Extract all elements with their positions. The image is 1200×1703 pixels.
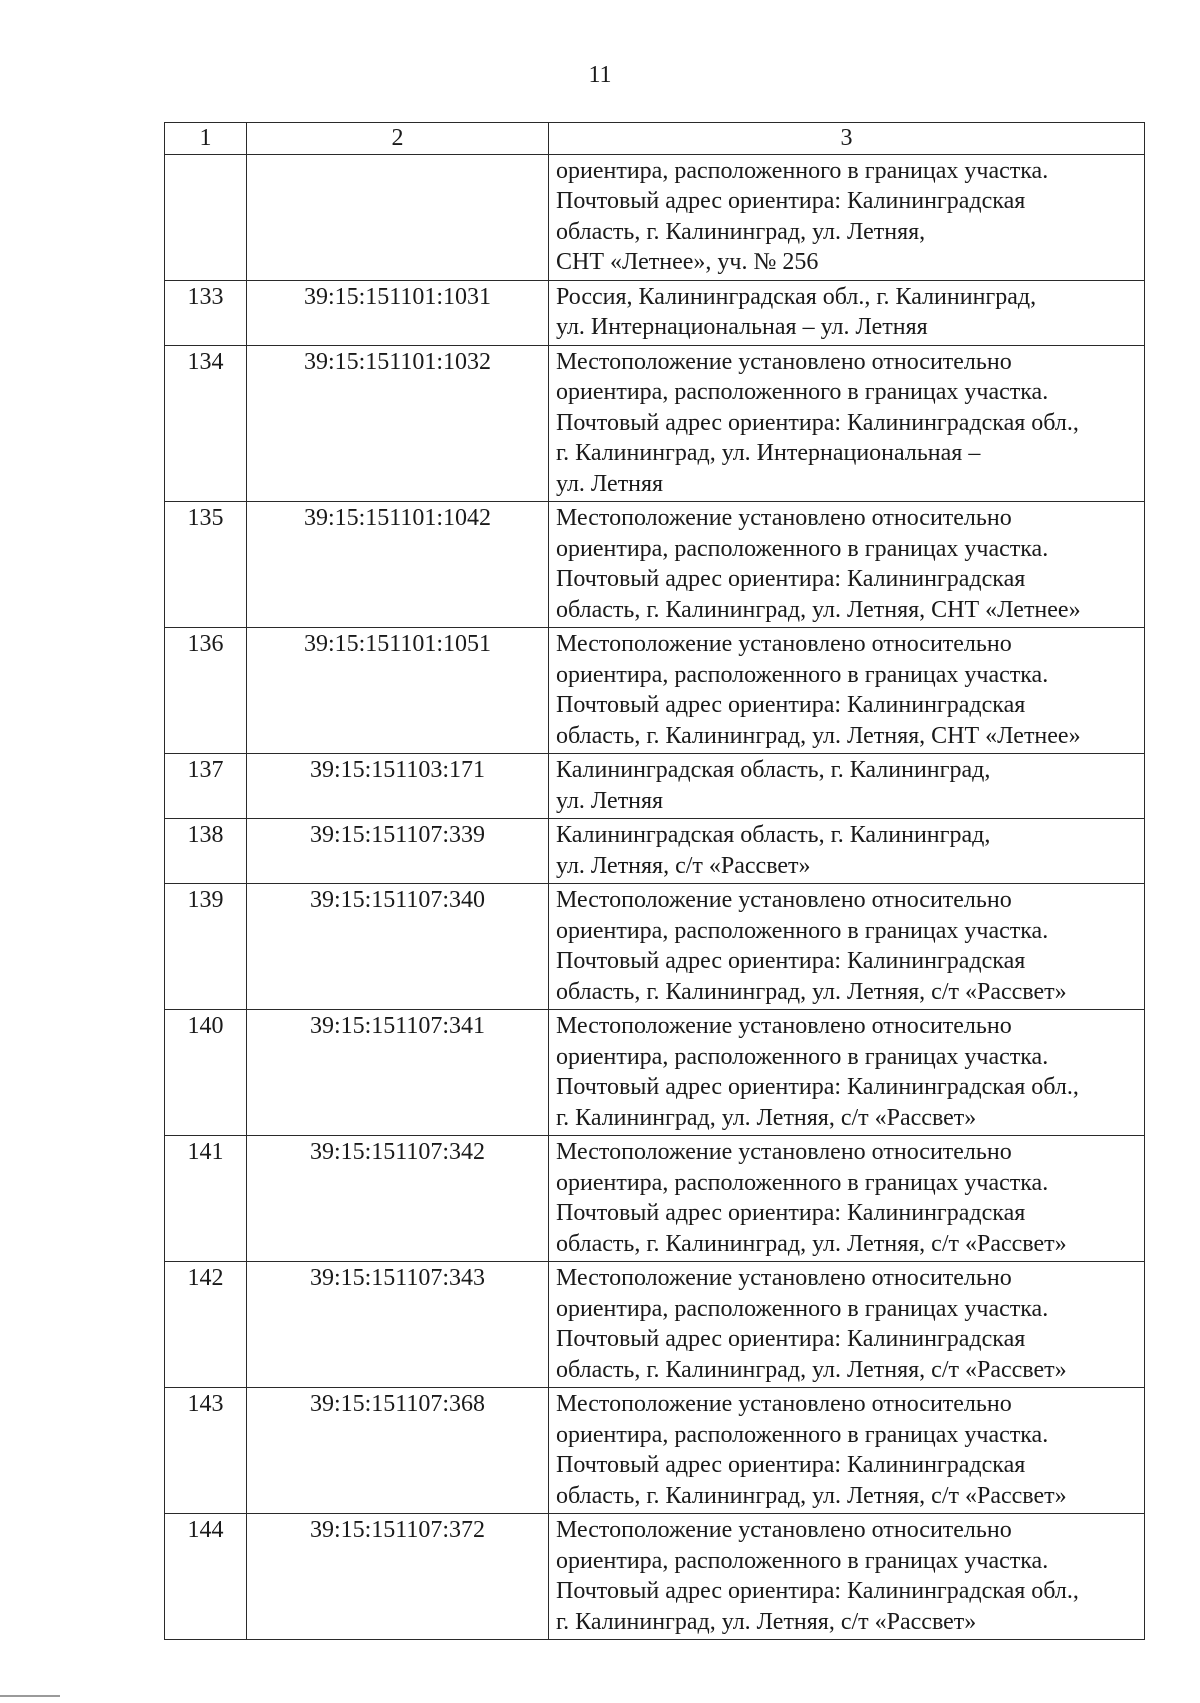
cadastral-number-cell: 39:15:151101:1051 xyxy=(247,628,549,754)
table-row xyxy=(165,628,1145,754)
address-cell: Россия, Калининградская обл., г. Калининград, ул. Интернациональная – ул. Летняя xyxy=(549,280,1145,345)
table-row xyxy=(165,154,1145,280)
row-number-cell: 135 xyxy=(165,502,247,628)
table-row xyxy=(165,819,1145,884)
address-cell: Местоположение установлено относительно ориентира, расположенного в границах участка. Почтовый адрес ориентира: Калининградская область, г. Калининград, ул. Летняя, СНТ «Летнее» xyxy=(549,628,1145,754)
table-header-row xyxy=(165,123,1145,155)
column-address-header: 3 xyxy=(549,123,1145,155)
cadastral-number-cell: 39:15:151101:1031 xyxy=(247,280,549,345)
row-number-cell: 134 xyxy=(165,345,247,502)
row-number-cell: 144 xyxy=(165,1514,247,1640)
table-row xyxy=(165,1388,1145,1514)
address-cell: Местоположение установлено относительно ориентира, расположенного в границах участка. Почтовый адрес ориентира: Калининградская обл., г. Калининград, ул. Летняя, с/т «Рассвет» xyxy=(549,1514,1145,1640)
address-cell: Местоположение установлено относительно ориентира, расположенного в границах участка. Почтовый адрес ориентира: Калининградская обл., г. Калининград, ул. Летняя, с/т «Рассвет» xyxy=(549,1010,1145,1136)
table-row xyxy=(165,280,1145,345)
page-number: 11 xyxy=(588,62,612,88)
scan-edge-mark xyxy=(0,1695,60,1697)
cadastral-number-cell: 39:15:151107:368 xyxy=(247,1388,549,1514)
table-row xyxy=(165,1262,1145,1388)
table-body xyxy=(165,154,1145,1640)
cadastral-number-cell: 39:15:151103:171 xyxy=(247,754,549,819)
row-number-cell: 139 xyxy=(165,884,247,1010)
address-cell: Местоположение установлено относительно ориентира, расположенного в границах участка. Почтовый адрес ориентира: Калининградская область, г. Калининград, ул. Летняя, с/т «Рассвет» xyxy=(549,884,1145,1010)
row-number-cell: 137 xyxy=(165,754,247,819)
cadastral-number-cell: 39:15:151107:343 xyxy=(247,1262,549,1388)
address-cell: ориентира, расположенного в границах участка. Почтовый адрес ориентира: Калининградская область, г. Калининград, ул. Летняя, СНТ «Летнее», уч. № 256 xyxy=(549,154,1145,280)
row-number-cell xyxy=(165,154,247,280)
address-cell: Местоположение установлено относительно ориентира, расположенного в границах участка. Почтовый адрес ориентира: Калининградская область, г. Калининград, ул. Летняя, СНТ «Летнее» xyxy=(549,502,1145,628)
cadastral-number-cell: 39:15:151107:339 xyxy=(247,819,549,884)
address-cell: Калининградская область, г. Калининград, ул. Летняя, с/т «Рассвет» xyxy=(549,819,1145,884)
address-cell: Калининградская область, г. Калининград, ул. Летняя xyxy=(549,754,1145,819)
row-number-cell: 140 xyxy=(165,1010,247,1136)
cadastral-number-cell: 39:15:151107:342 xyxy=(247,1136,549,1262)
row-number-cell: 143 xyxy=(165,1388,247,1514)
cadastral-number-cell xyxy=(247,154,549,280)
row-number-cell: 133 xyxy=(165,280,247,345)
cadastral-number-cell: 39:15:151101:1042 xyxy=(247,502,549,628)
column-number-header: 1 xyxy=(165,123,247,155)
table-row xyxy=(165,884,1145,1010)
table-row xyxy=(165,754,1145,819)
address-cell: Местоположение установлено относительно ориентира, расположенного в границах участка. Почтовый адрес ориентира: Калининградская область, г. Калининград, ул. Летняя, с/т «Рассвет» xyxy=(549,1136,1145,1262)
row-number-cell: 136 xyxy=(165,628,247,754)
table-row xyxy=(165,345,1145,502)
cadastral-number-cell: 39:15:151107:340 xyxy=(247,884,549,1010)
address-cell: Местоположение установлено относительно ориентира, расположенного в границах участка. Почтовый адрес ориентира: Калининградская область, г. Калининград, ул. Летняя, с/т «Рассвет» xyxy=(549,1388,1145,1514)
table-row xyxy=(165,502,1145,628)
cadastral-number-cell: 39:15:151107:341 xyxy=(247,1010,549,1136)
land-plots-table xyxy=(164,122,1145,1640)
address-cell: Местоположение установлено относительно ориентира, расположенного в границах участка. Почтовый адрес ориентира: Калининградская область, г. Калининград, ул. Летняя, с/т «Рассвет» xyxy=(549,1262,1145,1388)
table-row xyxy=(165,1136,1145,1262)
cadastral-number-cell: 39:15:151107:372 xyxy=(247,1514,549,1640)
row-number-cell: 142 xyxy=(165,1262,247,1388)
row-number-cell: 138 xyxy=(165,819,247,884)
row-number-cell: 141 xyxy=(165,1136,247,1262)
table-row xyxy=(165,1010,1145,1136)
cadastral-number-cell: 39:15:151101:1032 xyxy=(247,345,549,502)
table-row xyxy=(165,1514,1145,1640)
column-cadastral-header: 2 xyxy=(247,123,549,155)
address-cell: Местоположение установлено относительно ориентира, расположенного в границах участка. Почтовый адрес ориентира: Калининградская обл., г. Калининград, ул. Интернациональная – ул. Летняя xyxy=(549,345,1145,502)
